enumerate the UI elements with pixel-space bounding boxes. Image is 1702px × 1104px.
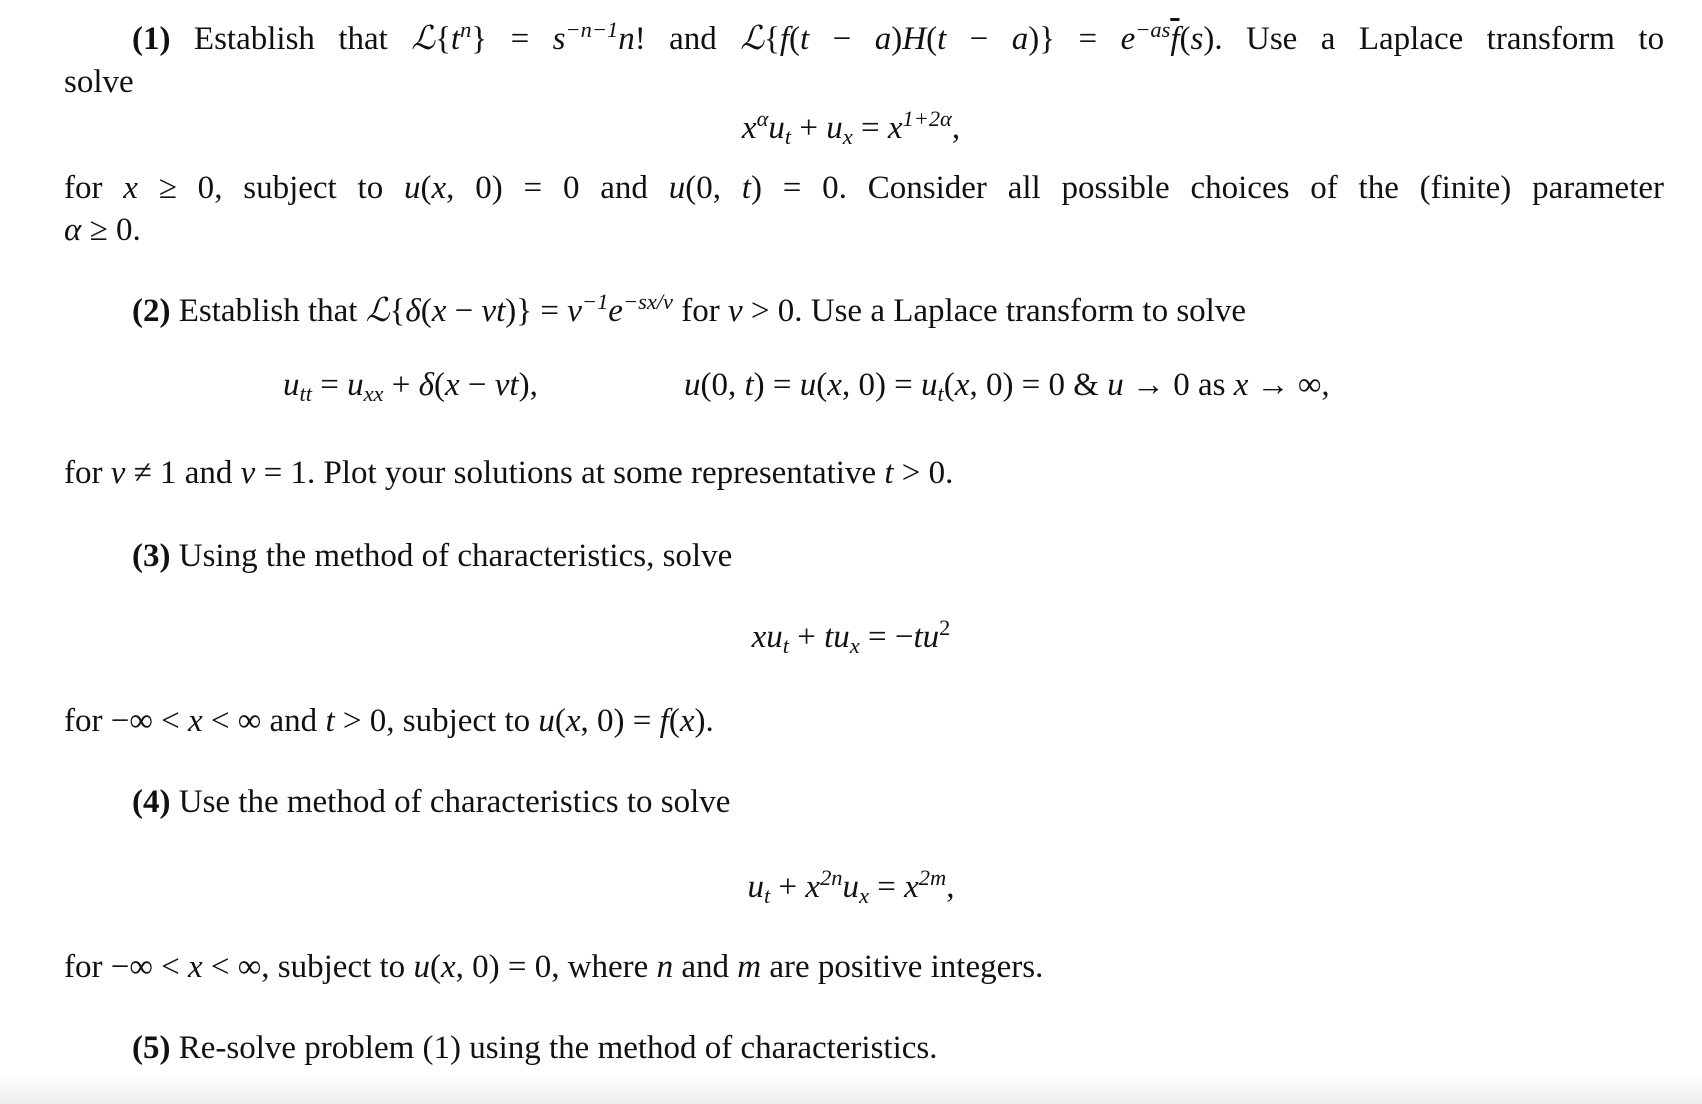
problem-1-alpha: α ≥ 0. — [64, 212, 141, 248]
problem-5-number: (5) — [132, 1030, 171, 1066]
problem-1-number: (1) — [132, 21, 171, 57]
problem-1-conditions: for x ≥ 0, subject to u(x, 0) = 0 and u(0, t) = 0. Consider all possible choices of the (finite) parameter — [64, 170, 1664, 206]
problem-1-use-laplace: . Use a Laplace transform to — [1214, 21, 1665, 57]
problem-1-equation: $x^\alpha u_t + u_x = x^{1+2\alpha}$, — [741, 105, 961, 150]
problem-2-line-1: (2) Establish that ℒ{δ(x − $vt)\} = v^{-1}e^{-sx/v}$ for v > 0. Use a Laplace transform to solve — [132, 288, 1247, 329]
page-bottom-shadow — [0, 1076, 1702, 1104]
problem-1-intro: Establish that — [193, 21, 388, 57]
problem-2-equation: $u_{tt} = u_{xx} + \delta(x - vt)$, — [283, 367, 538, 407]
problem-1-solve-word: solve — [64, 64, 134, 100]
problem-2-plot-line: for v ≠ 1 and v = 1. Plot your solutions at some representative t > 0. — [64, 455, 954, 491]
problem-4-number: (4) — [132, 784, 171, 820]
problem-2-number: (2) — [132, 293, 171, 329]
problem-1-line-2 — [64, 62, 134, 102]
problem-3-conditions: for −∞ < x < ∞ and t > 0, subject to u(x, 0) = f(x). — [64, 703, 714, 739]
problem-1-line-1 — [132, 18, 1664, 59]
problem-4-intro: Use the method of characteristics to solve — [178, 784, 731, 820]
problem-3-number: (3) — [132, 538, 171, 574]
problem-2-boundary: u(0, t) = u(x, $0) = u_t(x$, 0) = 0 & u → 0 as x → ∞, — [684, 367, 1330, 407]
problem-3-line-1 — [132, 536, 732, 576]
laplace-power-formula: $ℒ\{t^n\} = s^{-n-1}n$! — [411, 16, 646, 57]
problem-3-equation: $xu_t + tu_x = -tu^2$ — [751, 614, 951, 659]
problem-3-intro: Using the method of characteristics, solve — [178, 538, 733, 574]
problem-4-conditions: for −∞ < x < ∞, subject to u(x, 0) = 0, where n and m are positive integers. — [64, 949, 1044, 985]
problem-4-line-1 — [132, 782, 730, 822]
problem-5-text: Re-solve problem (1) using the method of characteristics. — [178, 1030, 938, 1066]
problem-5-line-1 — [132, 1028, 938, 1068]
laplace-delta-formula: ℒ{δ(x − $vt)\} = v^{-1}e^{-sx/v}$ — [365, 288, 673, 329]
problem-1-and: and — [669, 21, 717, 57]
problem-2-intro: Establish that — [178, 293, 358, 329]
problem-4-equation: $u_t + x^{2n}u_x = x^{2m}$, — [747, 864, 955, 909]
laplace-shift-formula: ℒ{f(t − $a)H(t - a)\} = e^{-as}\overline{f}(s)$ — [740, 16, 1215, 57]
